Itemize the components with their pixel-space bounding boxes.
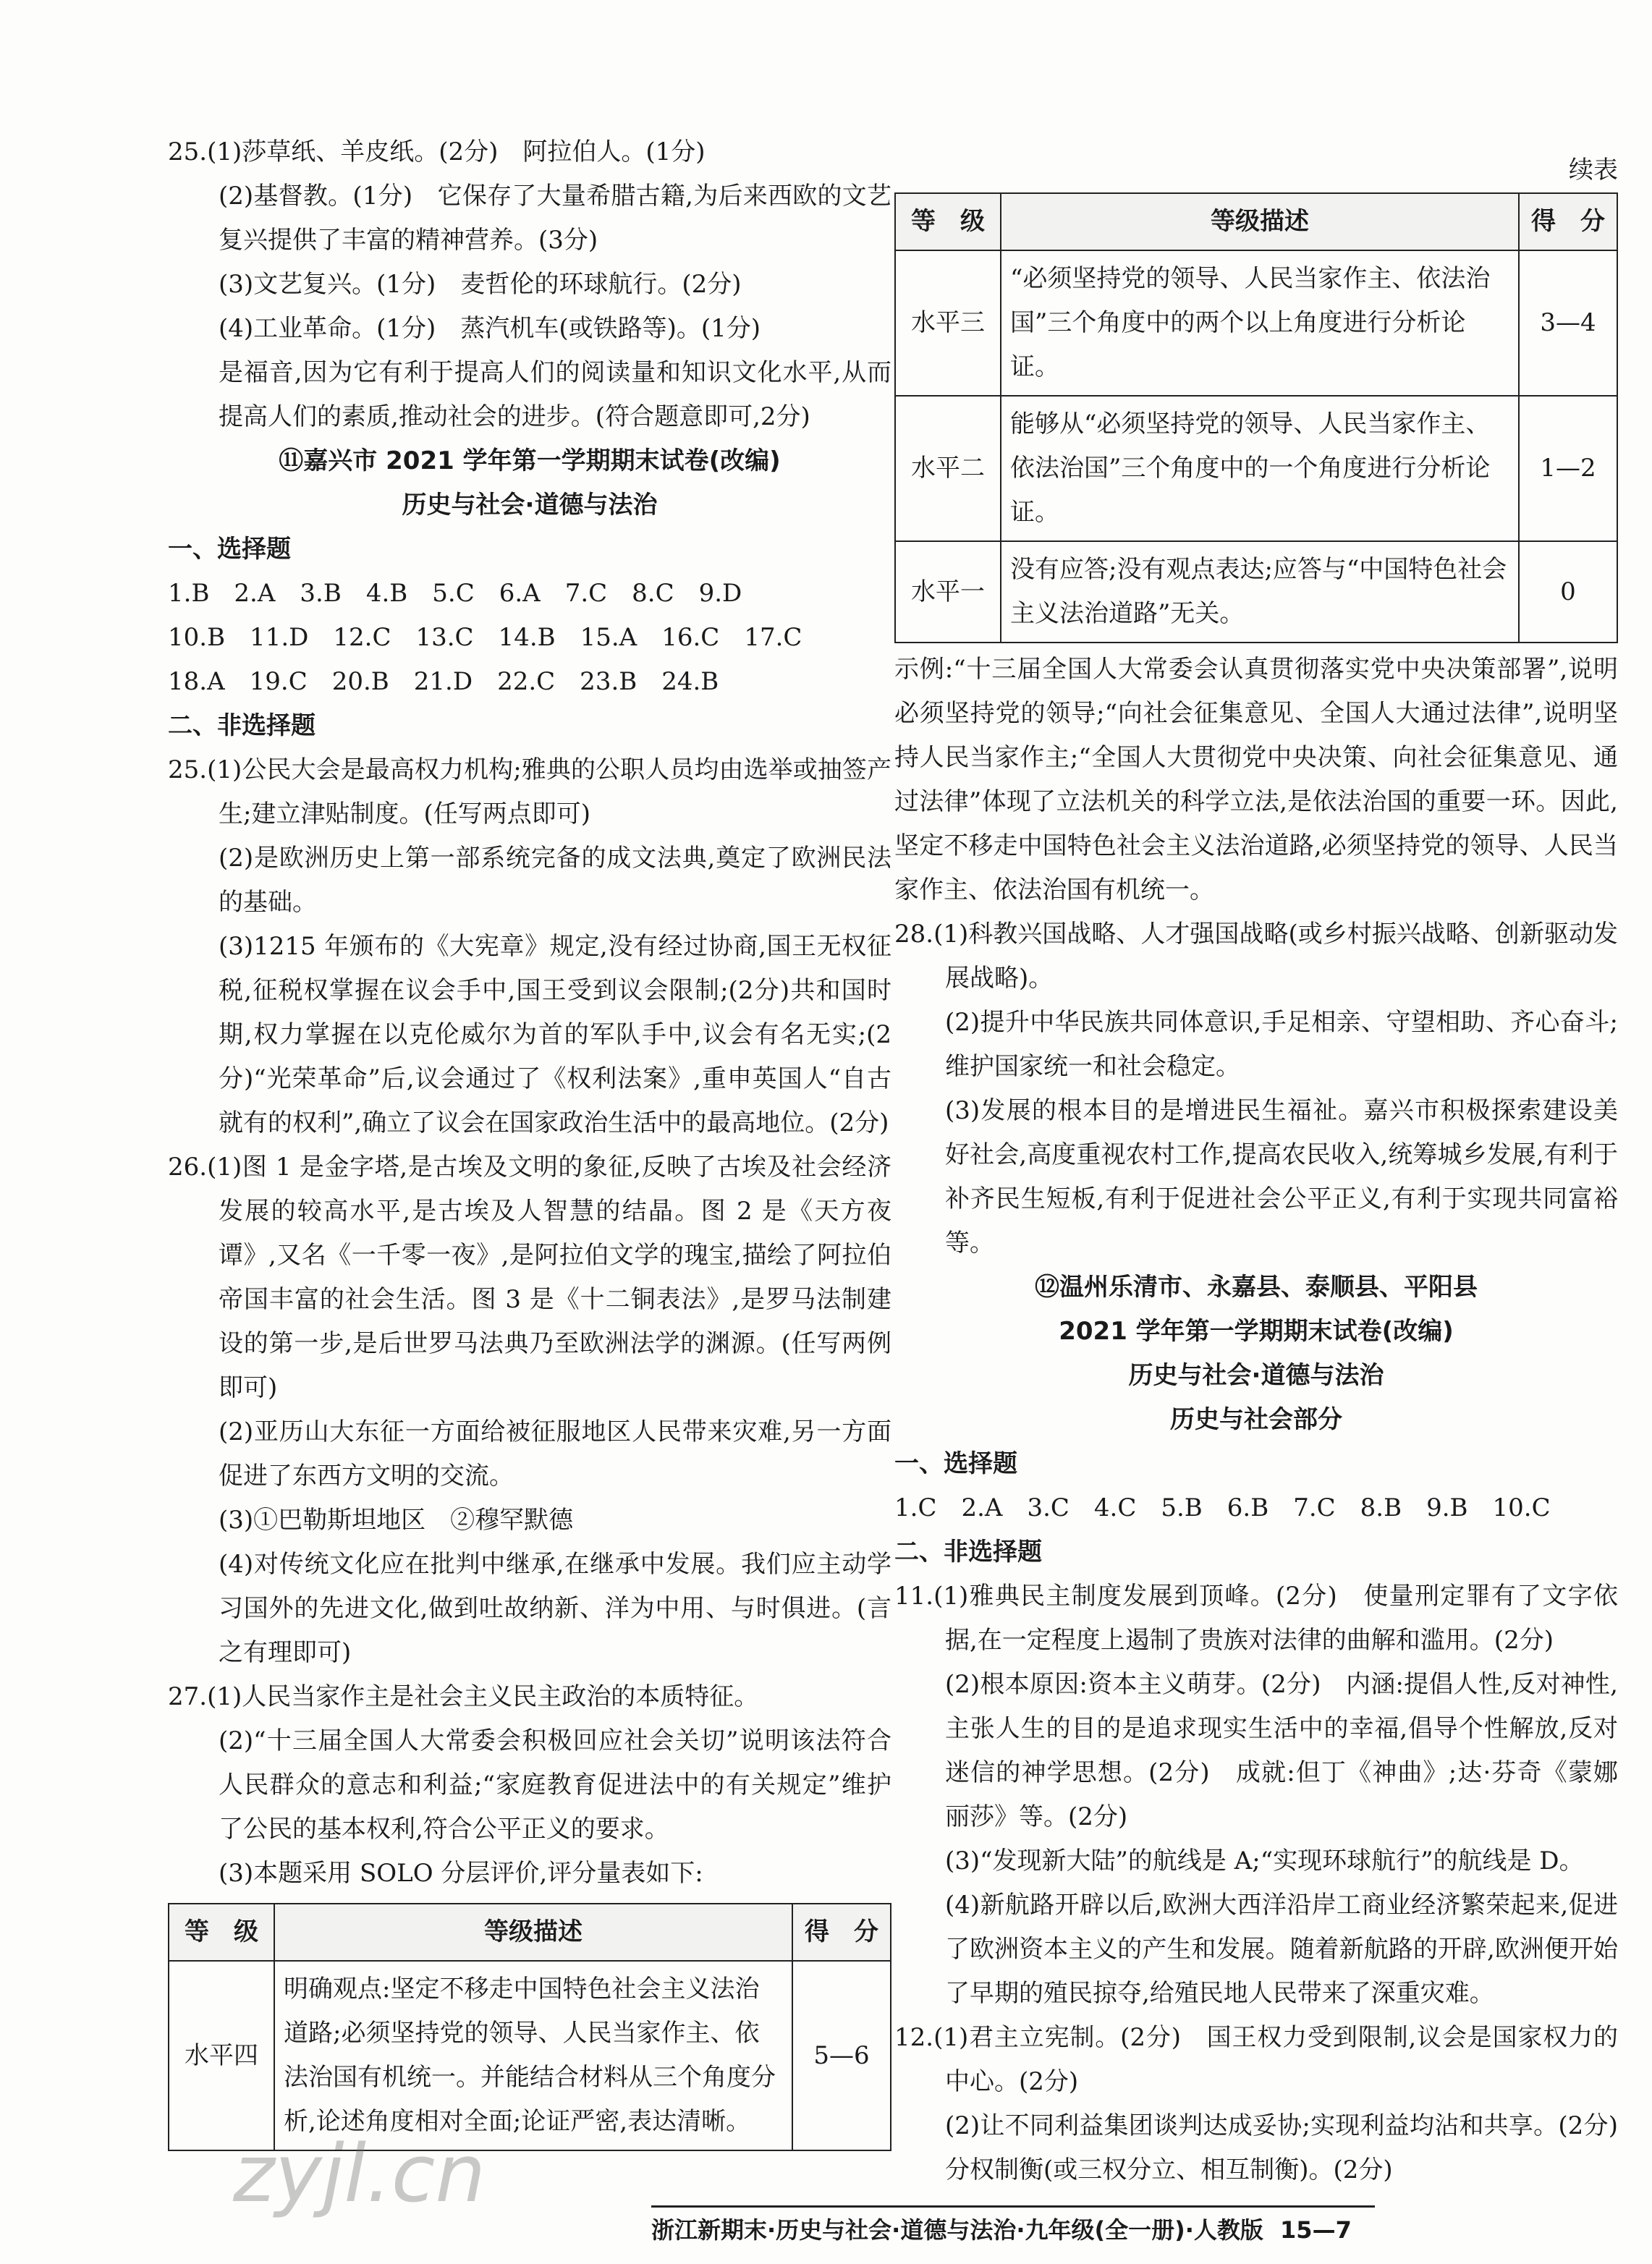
a26-part1: 26.(1)图 1 是金字塔,是古埃及文明的象征,反映了古埃及社会经济发展的较高水平,是古埃及人智慧的结晶。图 2 是《天方夜谭》,又名《一千零一夜》,是阿拉伯文学的瑰宝,描绘了阿拉伯帝国丰富的社会生活。图 3 是《十二铜表法》,是罗马法制建设的第一步,是后世罗马法典乃至欧洲法学的渊源。(任写两例即可)	[168, 1153, 891, 1402]
section-nonchoice: 二、非选择题	[894, 1538, 1042, 1566]
level-cell: 水平四	[169, 1961, 274, 2150]
a26-part4: (4)对传统文化应在批判中继承,在继承中发展。我们应主动学习国外的先进文化,做到吐故纳新、洋为中用、与时俱进。(言之有理即可)	[219, 1550, 891, 1667]
continued-label: 续表	[1569, 156, 1618, 185]
a11-part1: 11.(1)雅典民主制度发展到顶峰。(2分) 使量刑定罪有了文字依据,在一定程度上遏制了贵族对法律的曲解和滥用。(2分)	[894, 1582, 1618, 1655]
header-score: 得 分	[792, 1904, 891, 1961]
a26-part3: (3)①巴勒斯坦地区 ②穆罕默德	[219, 1506, 574, 1535]
section-choice: 一、选择题	[894, 1449, 1017, 1478]
score-cell: 5—6	[792, 1961, 891, 2150]
footer-text: 浙江新期末·历史与社会·道德与法治·九年级(全一册)·人教版	[651, 2216, 1263, 2244]
level-cell: 水平一	[895, 541, 1001, 643]
a25-part2: (2)是欧洲历史上第一部系统完备的成文法典,奠定了欧洲民法的基础。	[219, 844, 891, 917]
section-nonchoice: 二、非选择题	[168, 711, 315, 740]
exam12-subtitle3: 历史与社会部分	[1170, 1405, 1342, 1434]
q25-part1: 25.(1)莎草纸、羊皮纸。(2分) 阿拉伯人。(1分)	[168, 137, 706, 166]
page-footer	[651, 2205, 1375, 2245]
exam12-subtitle2: 历史与社会·道德与法治	[1128, 1361, 1384, 1390]
grading-table	[168, 1903, 891, 2151]
exam12-subtitle1: 2021 学年第一学期期末试卷(改编)	[1059, 1317, 1454, 1346]
header-desc: 等级描述	[274, 1904, 792, 1961]
answers-row1: 1.C 2.A 3.C 4.C 5.B 6.B 7.C 8.B 9.B 10.C	[894, 1493, 1551, 1522]
exam11-subtitle: 历史与社会·道德与法治	[402, 491, 658, 520]
score-cell: 3—4	[1519, 250, 1617, 396]
q25-part4: (4)工业革命。(1分) 蒸汽机车(或铁路等)。(1分)	[219, 314, 761, 343]
a11-part3: (3)“发现新大陆”的航线是 A;“实现环球航行”的航线是 D。	[945, 1847, 1584, 1875]
a28-part1: 28.(1)科教兴国战略、人才强国战略(或乡村振兴战略、创新驱动发展战略)。	[894, 920, 1618, 993]
grading-table-continued	[894, 192, 1618, 643]
a28-part3: (3)发展的根本目的是增进民生福祉。嘉兴市积极探索建设美好社会,高度重视农村工作,提高农民收入,统筹城乡发展,有利于补齐民生短板,有利于促进社会公平正义,有利于实现共同富裕等。	[945, 1096, 1618, 1258]
left-column	[168, 130, 891, 2151]
q25-part2: (2)基督教。(1分) 它保存了大量希腊古籍,为后来西欧的文艺复兴提供了丰富的精神营养。(3分)	[219, 182, 891, 255]
right-column	[894, 148, 1643, 2192]
example-answer: 示例:“十三届全国人大常委会认真贯彻落实党中央决策部署”,说明必须坚持党的领导;“向社会征集意见、全国人大通过法律”,说明坚持人民当家作主;“全国人大贯彻党中央决策、向社会征集意见、通过法律”体现了立法机关的科学立法,是依法治国的重要一环。因此,坚定不移走中国特色社会主义法治道路,必须坚持党的领导、人民当家作主、依法治国有机统一。	[894, 655, 1618, 904]
a27-part1: 27.(1)人民当家作主是社会主义民主政治的本质特征。	[168, 1682, 759, 1711]
a26-part2: (2)亚历山大东征一方面给被征服地区人民带来灾难,另一方面促进了东西方文明的交流。	[219, 1417, 891, 1491]
a12-part1: 12.(1)君主立宪制。(2分) 国王权力受到限制,议会是国家权力的中心。(2分)	[894, 2023, 1618, 2096]
desc-cell: 能够从“必须坚持党的领导、人民当家作主、依法治国”三个角度中的一个角度进行分析论证。	[1001, 396, 1519, 541]
desc-cell: 明确观点:坚定不移走中国特色社会主义法治道路;必须坚持党的领导、人民当家作主、依法治国有机统一。并能结合材料从三个角度分析,论述角度相对全面;论证严密,表达清晰。	[274, 1961, 792, 2150]
desc-cell: “必须坚持党的领导、人民当家作主、依法治国”三个角度中的两个以上角度进行分析论证。	[1001, 250, 1519, 396]
a27-part2: (2)“十三届全国人大常委会积极回应社会关切”说明该法符合人民群众的意志和利益;“家庭教育促进法中的有关规定”维护了公民的基本权利,符合公平正义的要求。	[219, 1726, 891, 1844]
exam12-title: ⑫温州乐清市、永嘉县、泰顺县、平阳县	[1035, 1273, 1478, 1302]
table-row	[895, 250, 1617, 396]
table-row	[895, 541, 1617, 643]
table-header-row	[895, 193, 1617, 250]
q25-part3: (3)文艺复兴。(1分) 麦哲伦的环球航行。(2分)	[219, 270, 742, 299]
answers-row2: 10.B 11.D 12.C 13.C 14.B 15.A 16.C 17.C	[168, 623, 802, 652]
header-level: 等 级	[895, 193, 1001, 250]
watermark-logo: zyjl.cn	[233, 2127, 486, 2220]
answers-row3: 18.A 19.C 20.B 21.D 22.C 23.B 24.B	[168, 667, 719, 696]
header-score: 得 分	[1519, 193, 1617, 250]
level-cell: 水平二	[895, 396, 1001, 541]
table-row	[169, 1961, 891, 2150]
score-cell: 0	[1519, 541, 1617, 643]
a11-part2: (2)根本原因:资本主义萌芽。(2分) 内涵:提倡人性,反对神性,主张人生的目的是追求现实生活中的幸福,倡导个性解放,反对迷信的神学思想。(2分) 成就:但丁《神曲》;达·芬奇《蒙娜丽莎》等。(2分)	[945, 1670, 1618, 1831]
a25-part1: 25.(1)公民大会是最高权力机构;雅典的公职人员均由选举或抽签产生;建立津贴制度。(任写两点即可)	[168, 755, 891, 828]
table-header-row	[169, 1904, 891, 1961]
header-desc: 等级描述	[1001, 193, 1519, 250]
level-cell: 水平三	[895, 250, 1001, 396]
score-cell: 1—2	[1519, 396, 1617, 541]
a25-part3: (3)1215 年颁布的《大宪章》规定,没有经过协商,国王无权征税,征税权掌握在议会手中,国王受到议会限制;(2分)共和国时期,权力掌握在以克伦威尔为首的军队手中,议会有名无实;(2分)“光荣革命”后,议会通过了《权利法案》,重申英国人“自古就有的权利”,确立了议会在国家政治生活中的最高地位。(2分)	[219, 932, 891, 1137]
answers-row1: 1.B 2.A 3.B 4.B 5.C 6.A 7.C 8.C 9.D	[168, 579, 742, 608]
a28-part2: (2)提升中华民族共同体意识,手足相亲、守望相助、齐心奋斗;维护国家统一和社会稳定。	[945, 1008, 1618, 1081]
section-choice: 一、选择题	[168, 535, 291, 564]
desc-cell: 没有应答;没有观点表达;应答与“中国特色社会主义法治道路”无关。	[1001, 541, 1519, 643]
a27-part3: (3)本题采用 SOLO 分层评价,评分量表如下:	[219, 1859, 703, 1888]
header-level: 等 级	[169, 1904, 274, 1961]
q25-part5: 是福音,因为它有利于提高人们的阅读量和知识文化水平,从而提高人们的素质,推动社会的进步。(符合题意即可,2分)	[219, 358, 891, 431]
a11-part4: (4)新航路开辟以后,欧洲大西洋沿岸工商业经济繁荣起来,促进了欧洲资本主义的产生和发展。随着新航路的开辟,欧洲便开始了早期的殖民掠夺,给殖民地人民带来了深重灾难。	[945, 1891, 1618, 2008]
exam11-title: ⑪嘉兴市 2021 学年第一学期期末试卷(改编)	[279, 446, 781, 475]
page-number: 15—7	[1280, 2216, 1352, 2244]
table-row	[895, 396, 1617, 541]
a12-part2: (2)让不同利益集团谈判达成妥协;实现利益均沾和共享。(2分) 分权制衡(或三权分立、相互制衡)。(2分)	[945, 2111, 1643, 2184]
